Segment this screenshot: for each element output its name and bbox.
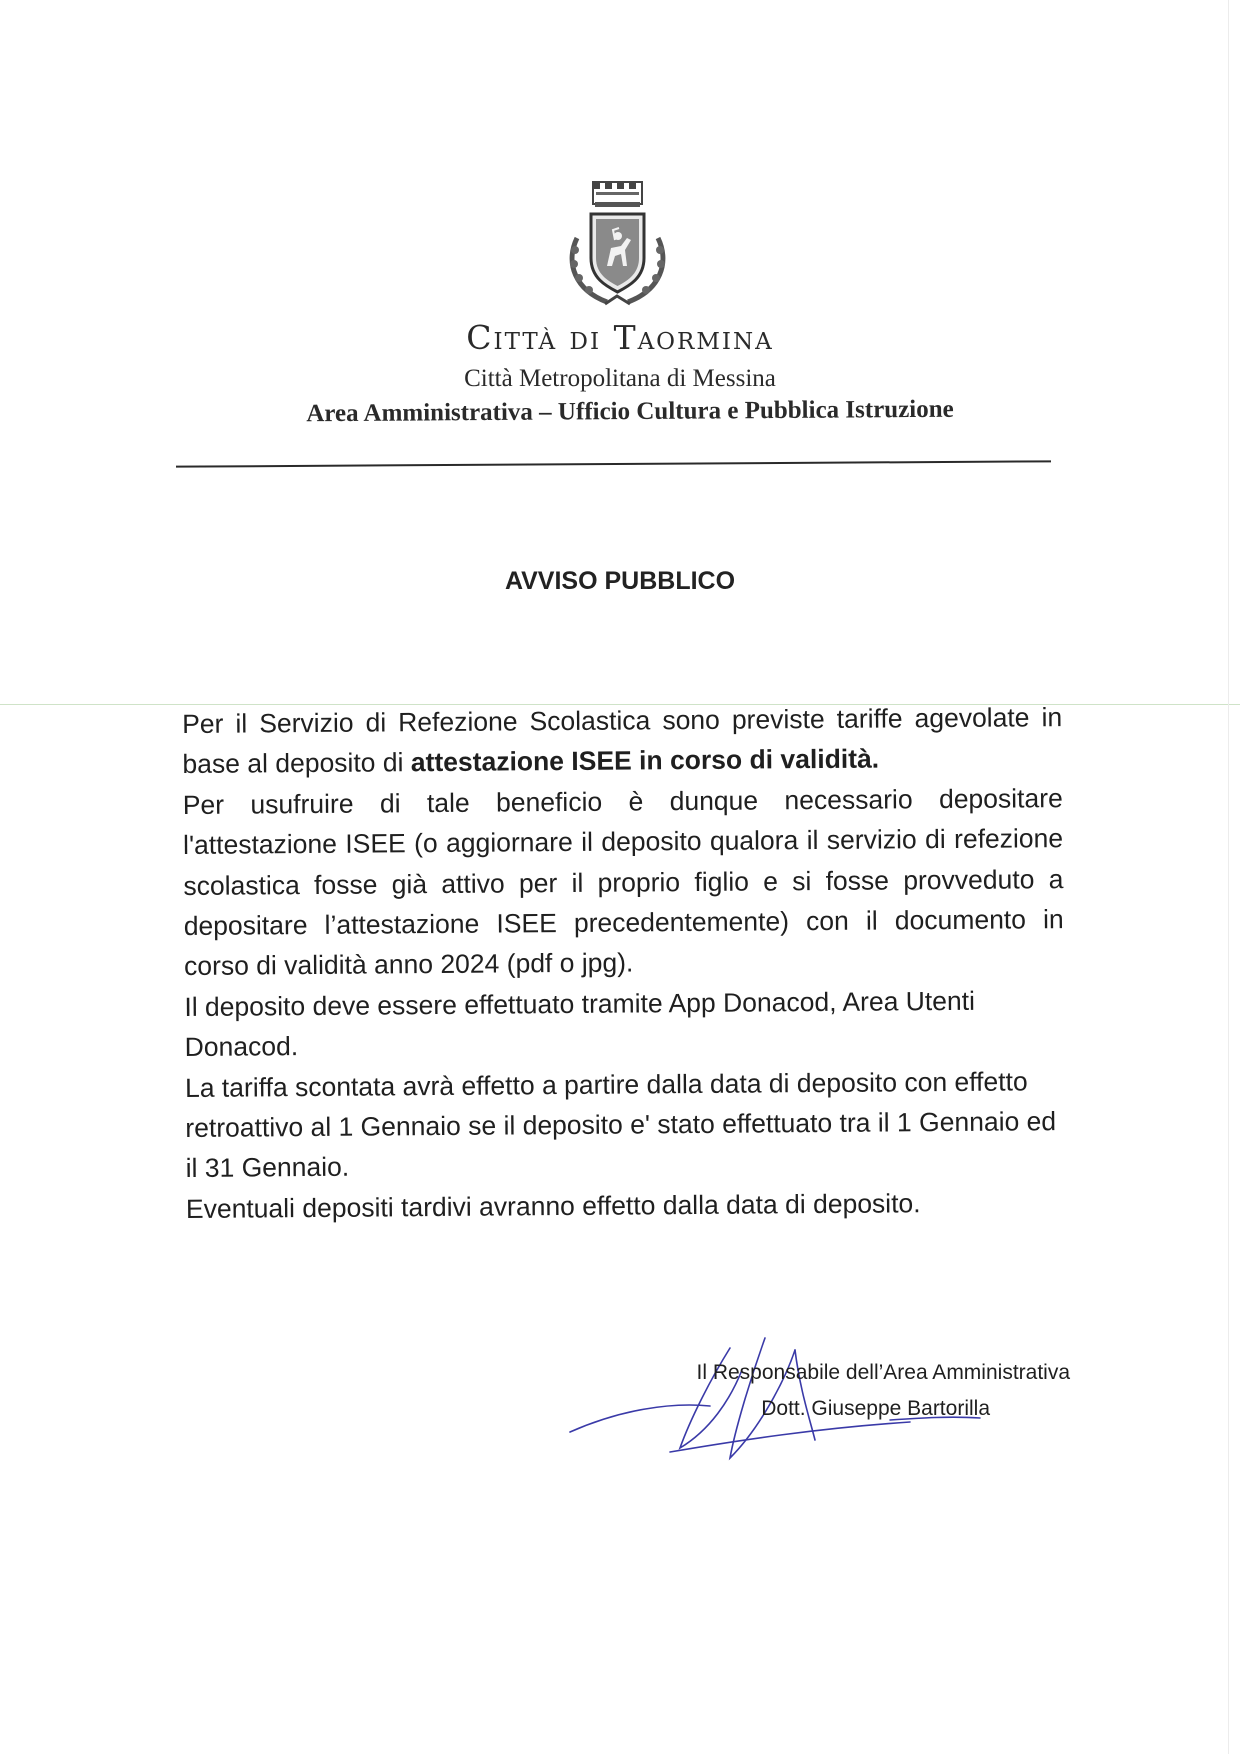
paragraph-2: Per usufruire di tale beneficio è dunque necessario depositare l'attestazione ISEE (o aggiornare il deposito qualora il servizio di refezione scolastica fosse già attivo per il proprio figlio e si fosse provveduto a depositare l’attestazione ISEE precedentemente) con il documento in corso di validità anno 2024 (pdf o jpg). (182, 782, 1064, 982)
city-name: Città di Taormina (466, 318, 774, 357)
city-crest-icon (555, 178, 680, 313)
scan-edge-line (1228, 0, 1229, 1754)
paragraph-3: Il deposito deve essere effettuato tramite App Donacod, Area Utenti Donacod. (184, 985, 976, 1063)
paragraph-1-text: Per il Servizio di Refezione Scolastica sono previste tariffe agevolate in base al deposito di (182, 702, 1063, 780)
paragraph-4: La tariffa scontata avrà effetto a partire dalla data di deposito con effetto retroattivo al 1 Gennaio se il deposito e' stato effettuato tra il 1 Gennaio ed il 31 Gennaio. (184, 1066, 1057, 1184)
paragraph-1-bold: attestazione ISEE in corso di validità. (410, 743, 880, 778)
notice-title: AVVISO PUBBLICO (504, 567, 736, 595)
paragraph-5: Eventuali depositi tardivi avranno effetto dalla data di deposito. (185, 1188, 921, 1224)
header-divider (176, 460, 1051, 467)
paragraph-1 (182, 697, 1063, 785)
office-name: Area Amministrativa – Ufficio Cultura e Pubblica Istruzione (306, 395, 954, 428)
signatory-role: Il Responsabile dell’Area Amministrativa (696, 1361, 1070, 1384)
signature-block (610, 1355, 1070, 1427)
province-name: Città Metropolitana di Messina (464, 365, 776, 392)
signatory-name: Dott. Giuseppe Bartorilla (761, 1397, 990, 1420)
notice-body (182, 697, 1066, 1229)
